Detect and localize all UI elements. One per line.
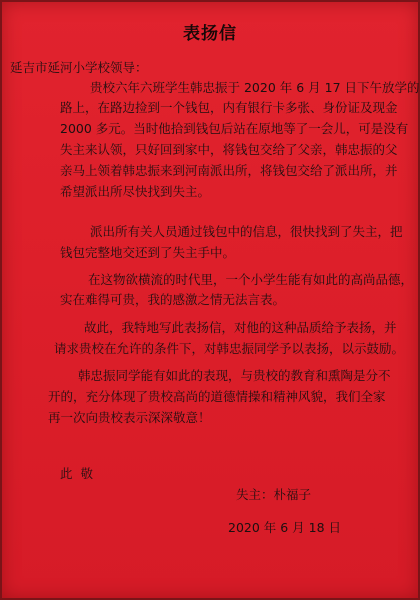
signature: 失主：朴福子 — [236, 487, 312, 502]
body-line-5: 亲马上领着韩忠振来到河南派出所，将钱包交给了派出所，并 — [60, 163, 398, 178]
body-line-12: 请求贵校在允许的条件下，对韩忠振同学予以表扬，以示鼓励。 — [54, 341, 405, 356]
closing-phrase: 此 敬 — [60, 466, 95, 481]
letter-sheet — [2, 2, 418, 598]
body-line-15: 再一次向贵校表示深深敬意！ — [48, 410, 211, 425]
salutation: 延吉市延河小学校领导： — [10, 60, 148, 75]
letter-title: 表扬信 — [183, 24, 237, 44]
letter-date: 2020 年 6 月 18 日 — [228, 520, 342, 535]
body-line-8: 钱包完整地交还到了失主手中。 — [60, 245, 236, 260]
body-line-13: 韩忠振同学能有如此的表现，与贵校的教育和熏陶是分不 — [78, 368, 391, 383]
body-line-2: 路上，在路边捡到一个钱包，内有银行卡多张、身份证及现金 — [60, 100, 398, 115]
body-line-11: 故此，我特地写此表扬信，对他的这种品质给予表扬，并 — [84, 320, 397, 335]
body-line-3: 2000 多元。当时他拾到钱包后站在原地等了一会儿，可是没有 — [60, 121, 409, 136]
body-line-1: 贵校六年六班学生韩忠振于 2020 年 6 月 17 日下午放学的 — [90, 80, 420, 95]
body-line-6: 希望派出所尽快找到失主。 — [60, 184, 211, 199]
body-line-14: 开的，充分体现了贵校高尚的道德情操和精神风貌，我们全家 — [48, 389, 386, 404]
body-line-7: 派出所有关人员通过钱包中的信息，很快找到了失主，把 — [90, 224, 403, 239]
body-line-9: 在这物欲横流的时代里，一个小学生能有如此的高尚品德， — [88, 272, 414, 287]
body-line-4: 失主来认领，只好回到家中，将钱包交给了父亲，韩忠振的父 — [60, 142, 398, 157]
body-line-10: 实在难得可贵，我的感激之情无法言表。 — [60, 292, 286, 307]
